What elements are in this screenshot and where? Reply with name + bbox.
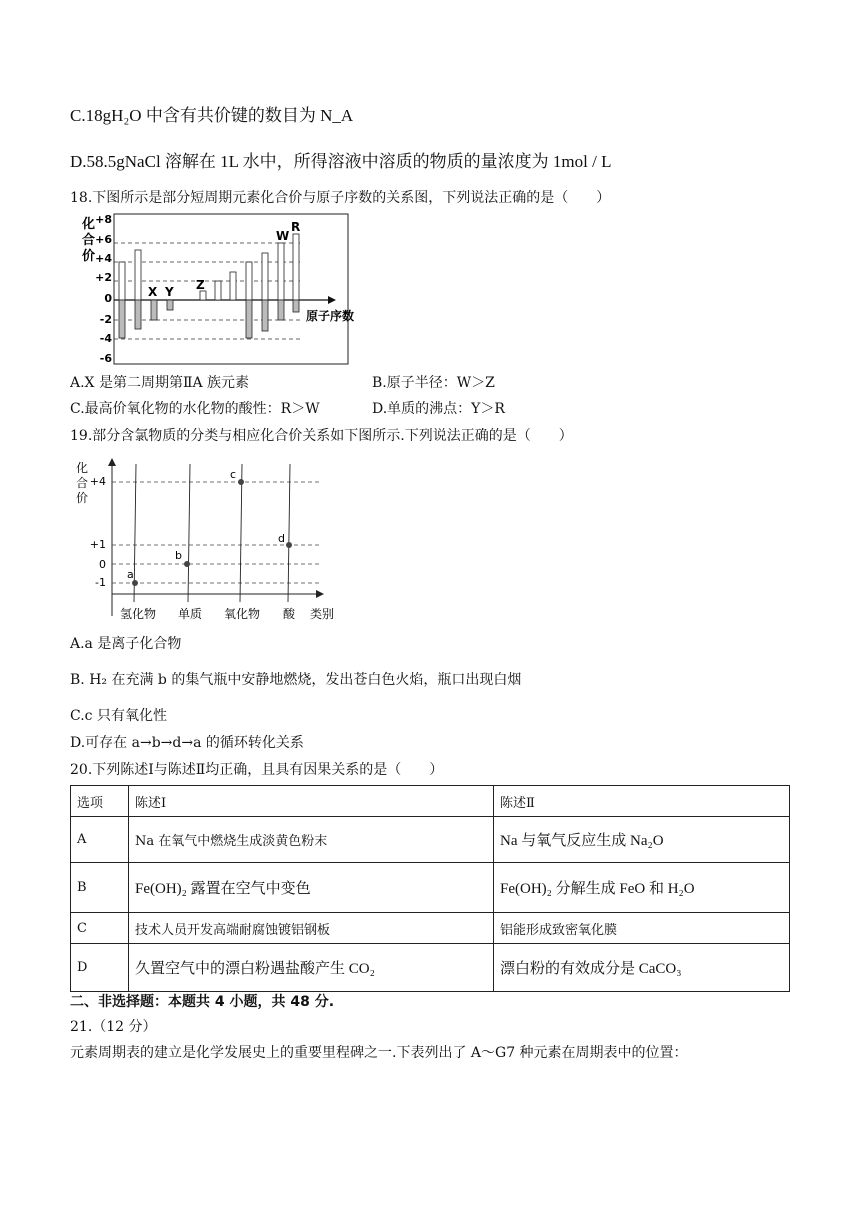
q18-option-b: B.原子半径：W＞Z (372, 375, 495, 391)
q19-ytick: +4 (89, 475, 106, 488)
table-cell: C (71, 913, 129, 944)
q18-ytick: 0 (104, 292, 112, 305)
table-cell: Fe(OH)₂ 露置在空气中变色 (129, 863, 494, 913)
q19-category: 氧化物 (223, 607, 261, 621)
table-header-cell: 陈述Ⅱ (494, 786, 790, 817)
q21-heading: 21.（12 分） (70, 1019, 157, 1035)
q18-option-c: C.最高价氧化物的水化物的酸性：R＞W (70, 401, 320, 417)
table-cell: B (71, 863, 129, 913)
q19-ytick: -1 (95, 576, 106, 589)
table-row (71, 944, 790, 992)
q18-ytick: +8 (95, 213, 112, 226)
q18-valence-chart (70, 212, 370, 368)
q19-option-b: B. H₂ 在充满 b 的集气瓶中安静地燃烧，发出苍白色火焰，瓶口出现白烟 (70, 672, 522, 688)
q17-option-d: D.58.5gNaCl 溶解在 1L 水中，所得溶液中溶质的物质的量浓度为 1mol / L (70, 152, 612, 171)
q19-point-b: b (175, 549, 182, 562)
q19-ytick: 0 (99, 558, 106, 571)
q18-label-r: R (291, 220, 301, 234)
table-cell: 技术人员开发高端耐腐蚀镀铝钢板 (129, 913, 494, 944)
q20-stem: 20.下列陈述Ⅰ与陈述Ⅱ均正确，且具有因果关系的是（ ） (70, 762, 444, 778)
table-cell: Fe(OH)₂ 分解生成 FeO 和 H₂O (494, 863, 790, 913)
q18-label-w: W (276, 229, 290, 243)
q20-table (70, 785, 790, 992)
table-cell: Na 与氧气反应生成 Na₂O (494, 817, 790, 863)
q19-point-c: c (230, 468, 237, 481)
table-row (71, 817, 790, 863)
q21-text: 元素周期表的建立是化学发展史上的重要里程碑之一.下表列出了 A～G7 种元素在周期表中的位置： (70, 1045, 688, 1061)
table-cell: D (71, 944, 129, 992)
q19-ytick: +1 (89, 538, 106, 551)
table-row (71, 863, 790, 913)
section-title: 二、非选择题：本题共 4 小题，共 48 分. (70, 994, 335, 1010)
q18-option-d: D.单质的沸点：Y＞R (372, 401, 505, 417)
table-header-row (71, 786, 790, 817)
q17-option-c: C.18gH₂O 中含有共价键的数目为 N_A (70, 106, 354, 125)
q18-ytick: +4 (95, 252, 112, 265)
q18-ytick: +6 (95, 233, 112, 246)
q18-label-z: Z (196, 278, 205, 292)
table-header-cell: 选项 (71, 786, 129, 817)
table-header-cell: 陈述Ⅰ (129, 786, 494, 817)
table-cell: A (71, 817, 129, 863)
q19-category: 酸 (282, 607, 296, 621)
q18-y-ticks (95, 213, 112, 365)
table-row (71, 913, 790, 944)
table-cell: 久置空气中的漂白粉遇盐酸产生 CO₂ (129, 944, 494, 992)
q19-point-a: a (127, 568, 134, 581)
q18-option-a: A.X 是第二周期第ⅡA 族元素 (70, 375, 250, 391)
q18-ytick: -6 (99, 352, 112, 365)
q19-option-d: D.可存在 a→b→d→a 的循环转化关系 (70, 735, 304, 751)
q18-label-y: Y (165, 285, 174, 299)
q19-category: 单质 (177, 607, 203, 621)
q19-option-c: C.c 只有氧化性 (70, 708, 167, 724)
q19-point-d: d (278, 532, 285, 545)
q19-chlorine-chart (70, 456, 350, 626)
q19-y-axis-label: 化合价 (76, 461, 89, 505)
q19-category: 氢化物 (119, 607, 157, 621)
q18-y-axis-label: 化合价 (82, 217, 96, 264)
q18-x-axis-label: 原子序数 (306, 309, 355, 323)
table-cell: 铝能形成致密氧化膜 (494, 913, 790, 944)
q18-ytick: -4 (99, 332, 112, 345)
q18-stem: 18.下图所示是部分短周期元素化合价与原子序数的关系图，下列说法正确的是（ ） (70, 190, 611, 206)
q19-option-a: A.a 是离子化合物 (70, 636, 182, 652)
table-cell: Na 在氧气中燃烧生成淡黄色粉末 (129, 817, 494, 863)
q18-label-x: X (148, 285, 158, 299)
q19-stem: 19.部分含氯物质的分类与相应化合价关系如下图所示.下列说法正确的是（ ） (70, 428, 573, 444)
q19-x-axis-label: 类别 (310, 607, 335, 621)
q18-ytick: +2 (95, 271, 112, 284)
table-cell: 漂白粉的有效成分是 CaCO₃ (494, 944, 790, 992)
q18-ytick: -2 (99, 313, 112, 326)
